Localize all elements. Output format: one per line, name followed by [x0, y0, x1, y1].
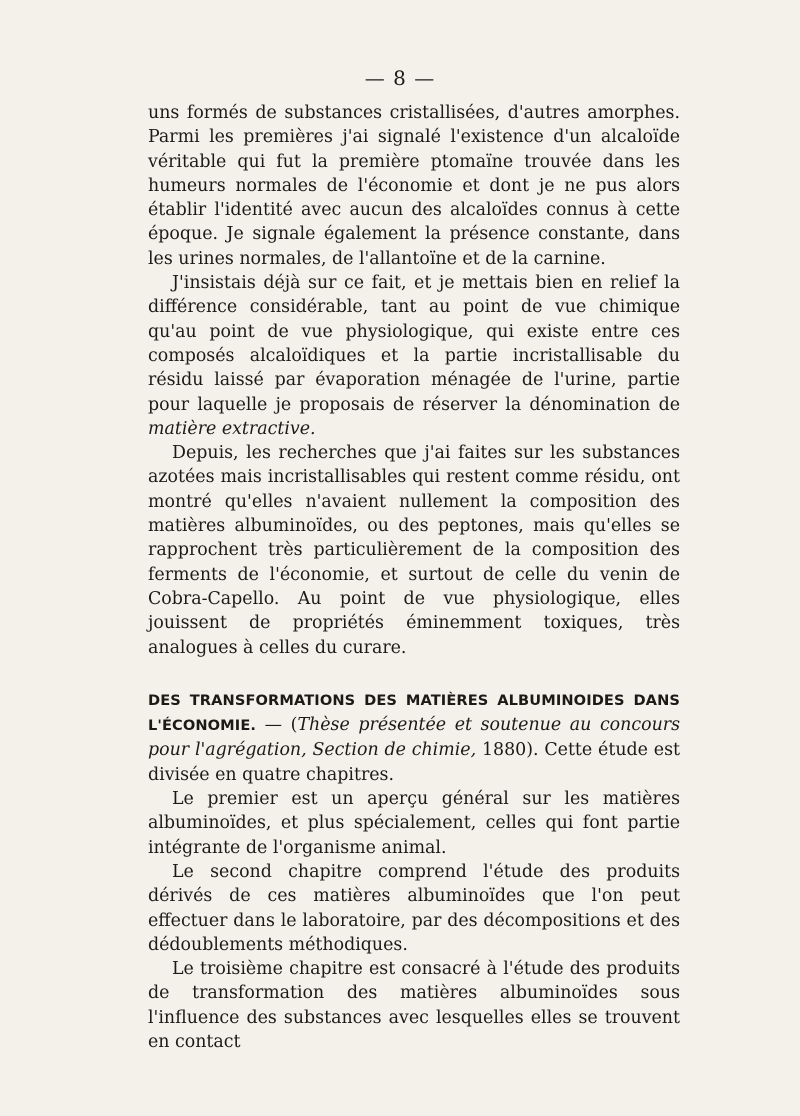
italic-term: matière extractive. [148, 418, 316, 439]
section-tail: 1880). Cette étude est divisée en quatre chapitres. [148, 740, 680, 785]
paragraph: Le premier est un aperçu général sur les matières albuminoïdes, et plus spécialement, celles qui font partie intégrante de l'organisme animal. [148, 789, 680, 858]
paragraph: Le second chapitre comprend l'étude des produits dérivés de ces matières albuminoïdes que l'on peut effectuer dans le laboratoire, par des décompositions et des dédoublements méthodiques. [148, 861, 680, 955]
section-intro [148, 688, 680, 787]
section-italic-note: Thèse présentée et soutenue au concours pour l'agrégation, Section de chimie, [148, 715, 681, 761]
section-dash: — ( [256, 715, 298, 736]
paragraph-text: J'insistais déjà sur ce fait, et je mettais bien en relief la différence considérable, tant au point de vue chimique qu'au point de vue physiologique, qui existe entre ces composés alcaloïdiques et la partie incristallisable du résidu laissé par évaporation ménagée de l'urine, partie pour laquelle je proposais de réserver la dénomination de [148, 273, 680, 415]
paragraph: Le troisième chapitre est consacré à l'étude des produits de transformation des matières albuminoïdes sous l'influence des substances avec lesquelles elles se trouvent en contact [148, 959, 680, 1052]
section-heading: DES TRANSFORMATIONS DES MATIÈRES ALBUMINOIDES DANS L'ÉCONOMIE. [148, 691, 680, 735]
paragraph: uns formés de substances cristallisées, d'autres amorphes. Parmi les premières j'ai signalé l'existence d'un alcaloïde véritable qui fut la première ptomaïne trouvée dans les humeurs normales de l'économie et dont je ne pus alors établir l'identité avec aucun des alcaloïdes connus à cette époque. Je signale également la présence constante, dans les urines normales, de l'allantoïne et de la carnine. [148, 103, 680, 269]
paragraph: Depuis, les recherches que j'ai faites sur les substances azotées mais incristallisables qui restent comme résidu, ont montré qu'elles n'avaient nullement la composition des matières albuminoïdes, ou des peptones, mais qu'elles se rapprochent très particulièrement de la composition des ferments de l'économie, et surtout de celle du venin de Cobra-Capello. Au point de vue physiologique, elles jouissent de propriétés éminemment toxiques, très analogues à celles du curare. [148, 443, 680, 658]
page-number: — 8 — [364, 66, 436, 90]
body-text [148, 101, 680, 1054]
paragraph [148, 271, 680, 441]
